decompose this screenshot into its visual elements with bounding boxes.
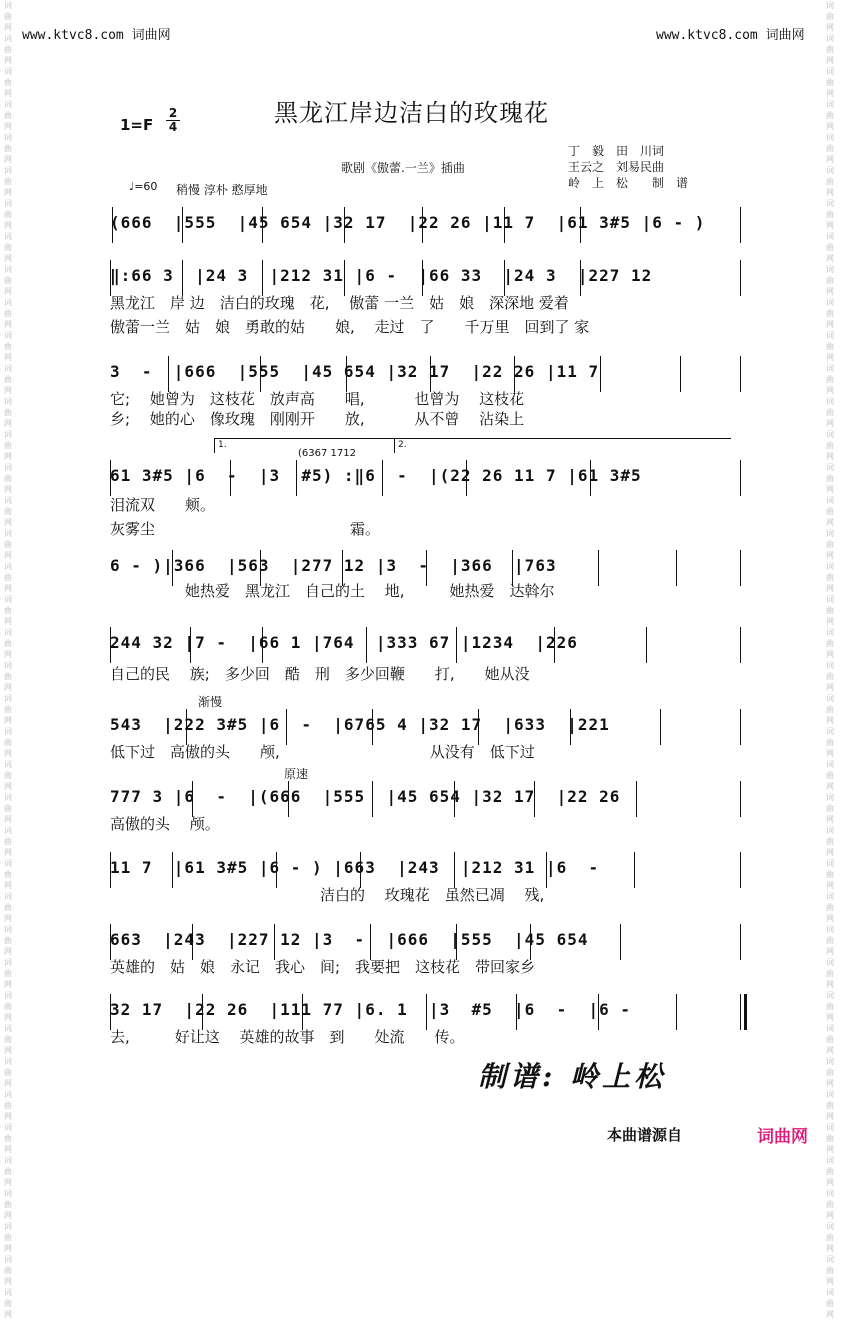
barline xyxy=(382,460,383,496)
barline xyxy=(478,709,479,745)
notation-line: 6 - )|366 |563 |277 12 |3 - |366 |763 xyxy=(110,556,557,575)
barline xyxy=(422,260,423,296)
barline xyxy=(598,994,599,1030)
song-title: 黑龙江岸边洁白的玫瑰花 xyxy=(274,99,549,127)
barline xyxy=(186,709,187,745)
barline xyxy=(192,781,193,817)
key-signature: 1=F xyxy=(120,116,154,134)
barline xyxy=(262,207,263,243)
barline xyxy=(570,709,571,745)
barline xyxy=(454,781,455,817)
lyrics-verse-1: 它; 她曾为 这枝花 放声高 唱, 也曾为 这枝花 xyxy=(110,390,525,408)
barline xyxy=(554,627,555,663)
barline xyxy=(590,460,591,496)
song-credits: 丁 毅 田 川词 王云之 刘易民曲 岭 上 松 制 谱 xyxy=(568,144,689,190)
notation-line: 777 3 |6 - |(666 |555 |45 654 |32 17 |22 26 xyxy=(110,787,621,806)
barline xyxy=(302,994,303,1030)
barline xyxy=(740,709,741,745)
barline xyxy=(516,994,517,1030)
barline xyxy=(110,994,111,1030)
barline xyxy=(190,627,191,663)
barline xyxy=(110,627,111,663)
barline xyxy=(430,356,431,392)
barline xyxy=(262,627,263,663)
lyrics-verse-1: 英雄的 姑 娘 永记 我心 间; 我要把 这枝花 带回家乡 xyxy=(110,958,536,976)
barline xyxy=(740,781,741,817)
barline xyxy=(456,924,457,960)
barline xyxy=(422,207,423,243)
first-ending: 1. xyxy=(214,438,397,453)
barline xyxy=(740,260,741,296)
barline xyxy=(426,994,427,1030)
lyrics-verse-2: 傲蕾一兰 姑 娘 勇敢的姑 娘, 走过 了 千万里 回到了 家 xyxy=(110,318,590,336)
barline xyxy=(634,852,635,888)
barline xyxy=(202,994,203,1030)
barline xyxy=(534,781,535,817)
notation-line: (666 |555 |45 654 |32 17 |22 26 |11 7 |61 3#5 |6 - ) xyxy=(110,213,706,232)
barline xyxy=(530,924,531,960)
lyrics-verse-1: 泪流双 颊。 xyxy=(110,496,216,514)
barline xyxy=(110,852,111,888)
barline xyxy=(110,924,111,960)
barline xyxy=(636,781,637,817)
barline xyxy=(646,627,647,663)
footer-source-text: 本曲谱源自 xyxy=(607,1126,683,1144)
barline xyxy=(172,852,173,888)
barline xyxy=(372,709,373,745)
barline xyxy=(112,207,113,243)
notation-line: 61 3#5 |6 - |3 #5) :‖6 - |(22 26 11 7 |61 3#5 xyxy=(110,466,642,485)
barline xyxy=(676,994,677,1030)
barline xyxy=(288,781,289,817)
barline xyxy=(110,460,111,496)
barline xyxy=(260,356,261,392)
header-site-left[interactable]: www.ktvc8.com 词曲网 xyxy=(22,28,171,43)
barline xyxy=(620,924,621,960)
lyrics-verse-1: 洁白的 玫瑰花 虽然已凋 残, xyxy=(110,886,545,904)
time-signature xyxy=(166,107,180,134)
lyrics-verse-1: 高傲的头 颅。 xyxy=(110,815,220,833)
notation-line: 32 17 |22 26 |111 77 |6. 1 |3 #5 |6 - |6 - xyxy=(110,1000,632,1019)
barline xyxy=(740,994,747,1030)
song-subtitle: 歌剧《傲蕾.一兰》插曲 xyxy=(341,161,465,175)
lyrics-verse-1: 低下过 高傲的头 颅, 从没有 低下过 xyxy=(110,743,535,761)
tempo-marking: ♩=60 xyxy=(129,180,158,193)
notation-line: 244 32 |7 - |66 1 |764 |333 67 |1234 |226 xyxy=(110,633,578,652)
barline xyxy=(740,550,741,586)
watermark-right: 词曲网词曲网词曲网词曲网词曲网词曲网词曲网词曲网词曲网词曲网词曲网词曲网词曲网词曲网词曲网词曲网词曲网词曲网词曲网词曲网词曲网词曲网词曲网词曲网词曲网词曲网词曲网词曲网词曲网词曲网词曲网词曲网词曲网词曲网词曲网词曲网词曲网词曲网词曲网词曲网 xyxy=(826,1,834,1319)
barline xyxy=(110,260,111,296)
arranger-signature: 制谱: 岭上松 xyxy=(478,1060,667,1093)
barline xyxy=(504,260,505,296)
notation-line: 3 - |666 |555 |45 654 |32 17 |22 26 |11 7 xyxy=(110,362,600,381)
lyrics-verse-2: 乡; 她的心 像玫瑰 刚刚开 放, 从不曾 沾染上 xyxy=(110,410,525,428)
barline xyxy=(182,260,183,296)
barline xyxy=(546,852,547,888)
barline xyxy=(456,627,457,663)
barline xyxy=(660,709,661,745)
second-ending: 2. xyxy=(394,438,731,453)
mood-marking: 稍慢 淳朴 憨厚地 xyxy=(176,183,268,197)
lyrics-verse-1: 自己的民 族; 多少回 酷 刑 多少回鞭 打, 她从没 xyxy=(110,665,530,683)
barline xyxy=(344,260,345,296)
barline xyxy=(504,207,505,243)
header-site-right[interactable]: www.ktvc8.com 词曲网 xyxy=(656,28,805,43)
barline xyxy=(600,356,601,392)
barline xyxy=(262,260,263,296)
barline xyxy=(740,207,741,243)
lyrics-verse-1: 她热爱 黑龙江 自己的土 地, 她热爱 达斡尔 xyxy=(110,582,555,600)
barline xyxy=(580,207,581,243)
notation-line: ‖:66 3 |24 3 |212 31 |6 - |66 33 |24 3 |227 12 xyxy=(110,266,653,285)
barline xyxy=(680,356,681,392)
footer-brand-link[interactable]: 词曲网 xyxy=(757,1127,808,1147)
barline xyxy=(360,852,361,888)
barline xyxy=(192,924,193,960)
barline xyxy=(168,356,169,392)
watermark-left: 词曲网词曲网词曲网词曲网词曲网词曲网词曲网词曲网词曲网词曲网词曲网词曲网词曲网词曲网词曲网词曲网词曲网词曲网词曲网词曲网词曲网词曲网词曲网词曲网词曲网词曲网词曲网词曲网词曲网词曲网词曲网词曲网词曲网词曲网词曲网词曲网词曲网词曲网词曲网词曲网 xyxy=(4,1,12,1319)
notation-line: 11 7 |61 3#5 |6 - ) |663 |243 |212 31 |6 - xyxy=(110,858,600,877)
barline xyxy=(366,627,367,663)
barline xyxy=(182,207,183,243)
barline xyxy=(514,356,515,392)
tempo-change: 渐慢 xyxy=(198,695,223,709)
barline xyxy=(740,852,741,888)
barline xyxy=(466,460,467,496)
time-signature-top: 2 xyxy=(166,107,180,121)
lyrics-verse-1: 黑龙江 岸 边 洁白的玫瑰 花, 傲蕾 一兰 姑 娘 深深地 爱着 xyxy=(110,294,569,312)
tempo-change: 原速 xyxy=(284,767,309,781)
barline xyxy=(370,924,371,960)
barline xyxy=(276,852,277,888)
barline xyxy=(740,356,741,392)
barline xyxy=(346,356,347,392)
barline xyxy=(740,627,741,663)
barline xyxy=(296,460,297,496)
barline xyxy=(372,781,373,817)
grace-notes: (6367 1712 xyxy=(298,448,356,459)
time-signature-bottom: 4 xyxy=(168,120,178,134)
barline xyxy=(580,260,581,296)
barline xyxy=(740,460,741,496)
notation-line: 543 |222 3#5 |6 - |6765 4 |32 17 |633 |221 xyxy=(110,715,610,734)
notation-line: 663 |243 |227 12 |3 - |666 |555 |45 654 xyxy=(110,930,589,949)
barline xyxy=(344,207,345,243)
barline xyxy=(286,709,287,745)
barline xyxy=(454,852,455,888)
barline xyxy=(740,924,741,960)
lyrics-verse-1: 去, 好让这 英雄的故事 到 处流 传。 xyxy=(110,1028,465,1046)
lyrics-verse-2: 灰雾尘 霜。 xyxy=(110,520,381,538)
barline xyxy=(274,924,275,960)
barline xyxy=(230,460,231,496)
